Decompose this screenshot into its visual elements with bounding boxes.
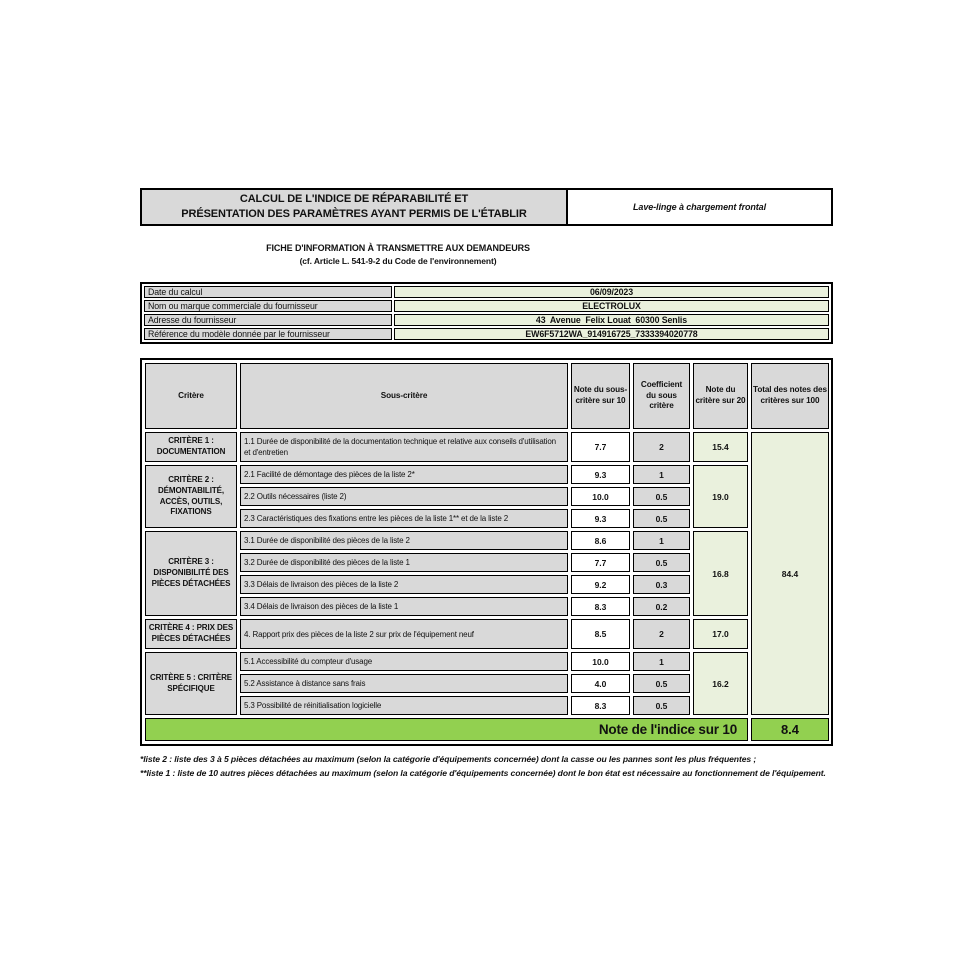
document-title-line1: CALCUL DE L'INDICE DE RÉPARABILITÉ ET bbox=[239, 193, 469, 205]
col-header-note-sous-critere: Note du sous-critère sur 10 bbox=[571, 363, 630, 429]
subcriterion-3-1-note: 8.6 bbox=[571, 531, 630, 550]
subcriterion-2-1-coef: 1 bbox=[633, 465, 690, 484]
info-value-model-ref: EW6F5712WA_914916725_7333394020778 bbox=[394, 328, 829, 340]
subcriterion-2-2-coef: 0.5 bbox=[633, 487, 690, 506]
criterion-4-note-sur-20: 17.0 bbox=[693, 619, 748, 649]
subcriterion-5-2-note: 4.0 bbox=[571, 674, 630, 693]
subcriterion-1-1-note: 7.7 bbox=[571, 432, 630, 462]
criterion-2-label: CRITÈRE 2 : DÉMONTABILITÉ, ACCÈS, OUTILS, FIXATIONS bbox=[145, 465, 237, 528]
score-row bbox=[145, 652, 829, 671]
info-value-brand: ELECTROLUX bbox=[394, 300, 829, 312]
subcriterion-5-2-coef: 0.5 bbox=[633, 674, 690, 693]
subcriterion-4-label: 4. Rapport prix des pièces de la liste 2 sur prix de l'équipement neuf bbox=[240, 619, 568, 649]
info-row-address bbox=[144, 314, 829, 326]
subcriterion-5-3-note: 8.3 bbox=[571, 696, 630, 715]
criterion-3-label: CRITÈRE 3 : DISPONIBILITÉ DES PIÈCES DÉTACHÉES bbox=[145, 531, 237, 616]
subcriterion-1-1-label: 1.1 Durée de disponibilité de la documentation technique et relative aux conseils d'utilisation et d'entretien bbox=[240, 432, 568, 462]
criterion-5-label: CRITÈRE 5 : CRITÈRE SPÉCIFIQUE bbox=[145, 652, 237, 715]
document-title-box bbox=[140, 188, 568, 226]
score-table-header-row bbox=[145, 363, 829, 429]
product-type-label: Lave-linge à chargement frontal bbox=[633, 202, 766, 212]
subtitle-line1: FICHE D'INFORMATION À TRANSMETTRE AUX DEMANDEURS bbox=[266, 243, 530, 253]
subcriterion-5-1-note: 10.0 bbox=[571, 652, 630, 671]
final-index-row bbox=[145, 718, 829, 741]
subcriterion-3-4-label: 3.4 Délais de livraison des pièces de la liste 1 bbox=[240, 597, 568, 616]
document-header bbox=[140, 188, 833, 226]
footnotes bbox=[140, 752, 833, 780]
subcriterion-2-3-coef: 0.5 bbox=[633, 509, 690, 528]
subcriterion-5-1-coef: 1 bbox=[633, 652, 690, 671]
footnote-liste-1: **liste 1 : liste de 10 autres pièces détachées au maximum (selon la catégorie d'équipements concernée) dont le bon état est nécessaire au fonctionnement de l'équipement. bbox=[140, 768, 826, 778]
final-index-label: Note de l'indice sur 10 bbox=[145, 718, 748, 741]
info-label-model-ref: Référence du modèle donnée par le fournisseur bbox=[144, 328, 392, 340]
subcriterion-3-2-note: 7.7 bbox=[571, 553, 630, 572]
col-header-note-critere: Note du critère sur 20 bbox=[693, 363, 748, 429]
subcriterion-2-3-note: 9.3 bbox=[571, 509, 630, 528]
subtitle-line2: (cf. Article L. 541-9-2 du Code de l'environnement) bbox=[299, 256, 497, 266]
product-type-box bbox=[566, 188, 833, 226]
final-index-value: 8.4 bbox=[751, 718, 829, 741]
info-value-address: 43 Avenue Felix Louat 60300 Senlis bbox=[394, 314, 829, 326]
document-subtitle bbox=[140, 242, 656, 268]
subcriterion-1-1-coef: 2 bbox=[633, 432, 690, 462]
info-label-brand: Nom ou marque commerciale du fournisseur bbox=[144, 300, 392, 312]
score-row bbox=[145, 619, 829, 649]
subcriterion-5-3-label: 5.3 Possibilité de réinitialisation logicielle bbox=[240, 696, 568, 715]
subcriterion-5-3-coef: 0.5 bbox=[633, 696, 690, 715]
col-header-sous-critere: Sous-critère bbox=[240, 363, 568, 429]
total-sur-100-value: 84.4 bbox=[751, 432, 829, 715]
subcriterion-3-2-coef: 0.5 bbox=[633, 553, 690, 572]
info-row-brand bbox=[144, 300, 829, 312]
subcriterion-5-2-label: 5.2 Assistance à distance sans frais bbox=[240, 674, 568, 693]
info-label-date: Date du calcul bbox=[144, 286, 392, 298]
info-row-date bbox=[144, 286, 829, 298]
subcriterion-3-4-coef: 0.2 bbox=[633, 597, 690, 616]
col-header-total: Total des notes des critères sur 100 bbox=[751, 363, 829, 429]
footnote-liste-2: *liste 2 : liste des 3 à 5 pièces détachées au maximum (selon la catégorie d'équipements concernée) dont la casse ou les pannes sont les plus fréquentes ; bbox=[140, 754, 757, 764]
subcriterion-3-1-label: 3.1 Durée de disponibilité des pièces de la liste 2 bbox=[240, 531, 568, 550]
criterion-5-note-sur-20: 16.2 bbox=[693, 652, 748, 715]
col-header-coefficient: Coefficient du sous critère bbox=[633, 363, 690, 429]
subcriterion-2-2-label: 2.2 Outils nécessaires (liste 2) bbox=[240, 487, 568, 506]
subcriterion-3-3-coef: 0.3 bbox=[633, 575, 690, 594]
score-table bbox=[140, 358, 833, 746]
criterion-3-note-sur-20: 16.8 bbox=[693, 531, 748, 616]
subcriterion-3-2-label: 3.2 Durée de disponibilité des pièces de la liste 1 bbox=[240, 553, 568, 572]
subcriterion-2-1-note: 9.3 bbox=[571, 465, 630, 484]
subcriterion-2-3-label: 2.3 Caractéristiques des fixations entre les pièces de la liste 1** et de la liste 2 bbox=[240, 509, 568, 528]
score-row bbox=[145, 531, 829, 550]
subcriterion-4-coef: 2 bbox=[633, 619, 690, 649]
supplier-info-table bbox=[140, 282, 833, 344]
subcriterion-3-3-label: 3.3 Délais de livraison des pièces de la liste 2 bbox=[240, 575, 568, 594]
repairability-index-sheet bbox=[140, 188, 833, 780]
subcriterion-4-note: 8.5 bbox=[571, 619, 630, 649]
subcriterion-2-2-note: 10.0 bbox=[571, 487, 630, 506]
info-row-model-ref bbox=[144, 328, 829, 340]
document-title-line2: PRÉSENTATION DES PARAMÈTRES AYANT PERMIS DE L'ÉTABLIR bbox=[181, 207, 527, 220]
criterion-1-label: CRITÈRE 1 : DOCUMENTATION bbox=[145, 432, 237, 462]
subcriterion-3-1-coef: 1 bbox=[633, 531, 690, 550]
col-header-critere: Critère bbox=[145, 363, 237, 429]
criterion-4-label: CRITÈRE 4 : PRIX DES PIÈCES DÉTACHÉES bbox=[145, 619, 237, 649]
subcriterion-3-4-note: 8.3 bbox=[571, 597, 630, 616]
criterion-1-note-sur-20: 15.4 bbox=[693, 432, 748, 462]
score-row bbox=[145, 432, 829, 462]
subcriterion-3-3-note: 9.2 bbox=[571, 575, 630, 594]
score-row bbox=[145, 465, 829, 484]
subcriterion-5-1-label: 5.1 Accessibilité du compteur d'usage bbox=[240, 652, 568, 671]
criterion-2-note-sur-20: 19.0 bbox=[693, 465, 748, 528]
info-value-date: 06/09/2023 bbox=[394, 286, 829, 298]
subcriterion-2-1-label: 2.1 Facilité de démontage des pièces de la liste 2* bbox=[240, 465, 568, 484]
info-label-address: Adresse du fournisseur bbox=[144, 314, 392, 326]
